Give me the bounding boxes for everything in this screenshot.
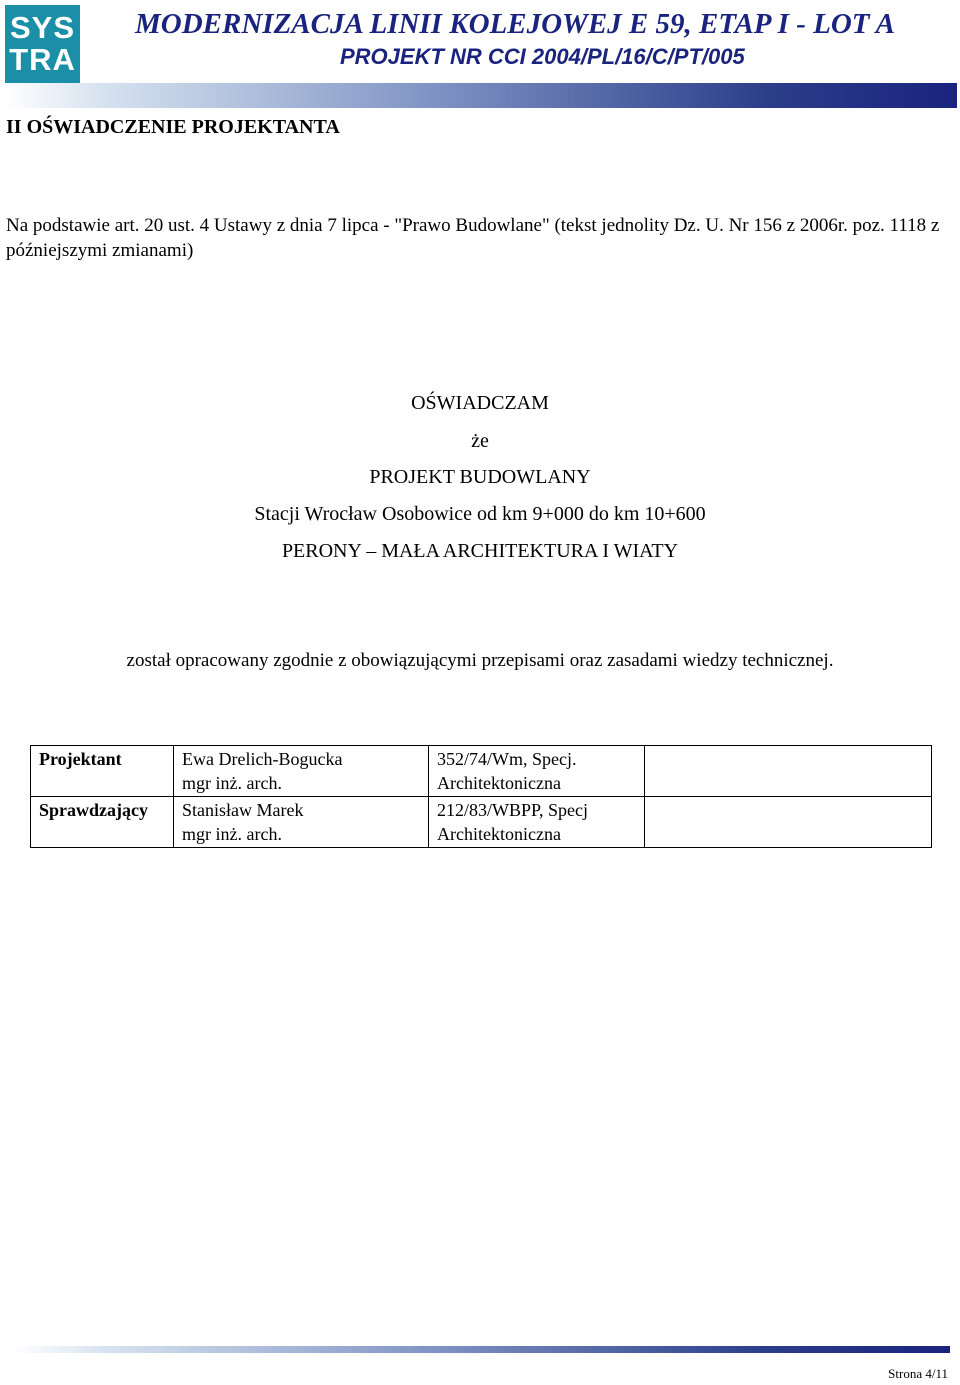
- license-cell: [429, 746, 645, 797]
- name-cell: [174, 797, 429, 848]
- section-title: II OŚWIADCZENIE PROJEKTANTA: [6, 116, 340, 138]
- declaration-scope: PERONY – MAŁA ARCHITEKTURA I WIATY: [281, 540, 679, 562]
- person-name: Stanisław Marek: [182, 800, 304, 820]
- header-title: MODERNIZACJA LINII KOLEJOWEJ E 59, ETAP I - LOT A: [135, 8, 896, 40]
- signature-table: [30, 745, 932, 848]
- declaration-project-type: PROJEKT BUDOWLANY: [369, 466, 591, 488]
- table-row: [31, 746, 932, 797]
- license-specialty: Architektoniczna: [437, 824, 561, 844]
- person-title: mgr inż. arch.: [182, 773, 282, 793]
- signature-cell: [645, 746, 932, 797]
- legal-basis-paragraph: Na podstawie art. 20 ust. 4 Ustawy z dnia 7 lipca - "Prawo Budowlane" (tekst jednolity Dz. U. Nr 156 z 2006r. poz. 1118 z późniejszymi zmianami): [6, 215, 940, 261]
- role-cell: Sprawdzający: [31, 797, 174, 848]
- header-subtitle: PROJEKT NR CCI 2004/PL/16/C/PT/005: [340, 44, 745, 69]
- page-number: Strona 4/11: [888, 1366, 948, 1381]
- header-gradient-bar: [5, 83, 957, 108]
- declaration-heading: OŚWIADCZAM: [411, 392, 549, 414]
- license-cell: [429, 797, 645, 848]
- name-cell: [174, 746, 429, 797]
- systra-logo: [5, 5, 80, 83]
- license-number: 352/74/Wm, Specj.: [437, 749, 577, 769]
- person-name: Ewa Drelich-Bogucka: [182, 749, 343, 769]
- footer-gradient-bar: [12, 1346, 950, 1353]
- person-title: mgr inż. arch.: [182, 824, 282, 844]
- signature-cell: [645, 797, 932, 848]
- compliance-statement: został opracowany zgodnie z obowiązującymi przepisami oraz zasadami wiedzy technicznej.: [126, 650, 834, 671]
- license-number: 212/83/WBPP, Specj: [437, 800, 589, 820]
- role-cell: Projektant: [31, 746, 174, 797]
- logo-text-line2: TRA: [9, 42, 76, 77]
- declaration-station: Stacji Wrocław Osobowice od km 9+000 do km 10+600: [254, 503, 706, 525]
- table-row: [31, 797, 932, 848]
- license-specialty: Architektoniczna: [437, 773, 561, 793]
- declaration-that: że: [471, 430, 489, 452]
- logo-text-line1: SYS: [9, 10, 76, 45]
